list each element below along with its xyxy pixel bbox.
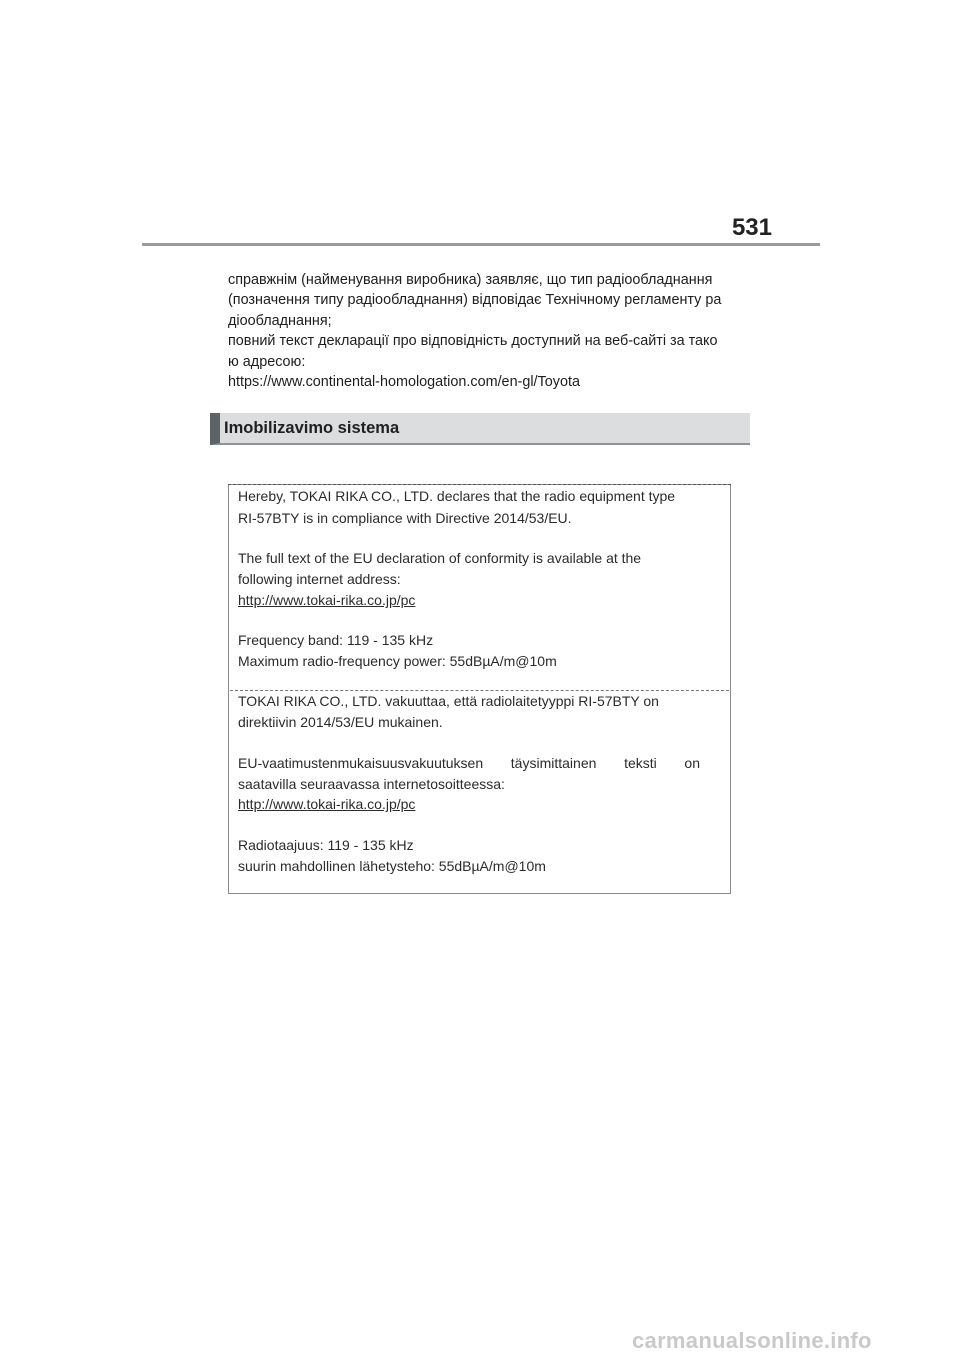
section-heading <box>210 413 750 445</box>
ua-line: повний текст декларації про відповідність доступний на веб-сайті за тако <box>228 333 718 350</box>
english-line-2: RI-57BTY is in compliance with Directive 2014/53/EU. <box>238 510 572 526</box>
finnish-word: on <box>684 755 700 771</box>
finnish-line-4: saatavilla seuraavassa internetosoitteessa: <box>238 776 505 792</box>
english-link[interactable] <box>238 590 415 611</box>
ua-line: (позначення типу радіообладнання) відповідає Технічному регламенту ра <box>228 292 722 309</box>
scan-frame <box>228 484 731 894</box>
page-number: 531 <box>731 214 772 241</box>
finnish-word: EU-vaatimustenmukaisuusvakuutuksen <box>238 755 484 771</box>
finnish-max-power: suurin mahdollinen lähetysteho: 55dBµA/m@10m <box>238 858 546 874</box>
ua-line: ю адресою: <box>228 353 306 370</box>
finnish-link[interactable] <box>238 794 415 815</box>
finnish-word: teksti <box>624 755 657 771</box>
ua-line: справжнім (найменування виробника) заявляє, що тип радіообладнання <box>228 272 713 288</box>
ukrainian-declaration-text <box>228 270 758 392</box>
english-frequency-band: Frequency band: 119 - 135 kHz <box>238 632 434 648</box>
section-title: Imobilizavimo sistema <box>224 419 400 437</box>
english-line-4: following internet address: <box>238 571 401 587</box>
english-line-1: Hereby, TOKAI RIKA CO., LTD. declares that the radio equipment type <box>238 488 676 504</box>
watermark: carmanualsonline.info <box>632 1328 872 1353</box>
finnish-link-text[interactable]: http://www.tokai-rika.co.jp/pc <box>238 796 416 812</box>
english-link-text[interactable]: http://www.tokai-rika.co.jp/pc <box>238 592 416 608</box>
finnish-line-1: TOKAI RIKA CO., LTD. vakuuttaa, että radiolaitetyyppi RI-57BTY on <box>238 693 659 709</box>
finnish-line-2: direktiivin 2014/53/EU mukainen. <box>238 714 443 730</box>
finnish-word: täysimittainen <box>510 755 597 771</box>
declaration-scan-box <box>228 484 731 894</box>
finnish-frequency-band: Radiotaajuus: 119 - 135 kHz <box>238 837 414 853</box>
ua-url: https://www.continental-homologation.com/en-gl/Toyota <box>228 374 580 391</box>
english-max-power: Maximum radio-frequency power: 55dBµA/m@10m <box>238 653 557 669</box>
header-rule <box>142 243 820 246</box>
ua-line: діообладнання; <box>228 312 332 329</box>
english-line-3: The full text of the EU declaration of conformity is available at the <box>238 550 642 566</box>
finnish-line-3 <box>238 753 700 774</box>
